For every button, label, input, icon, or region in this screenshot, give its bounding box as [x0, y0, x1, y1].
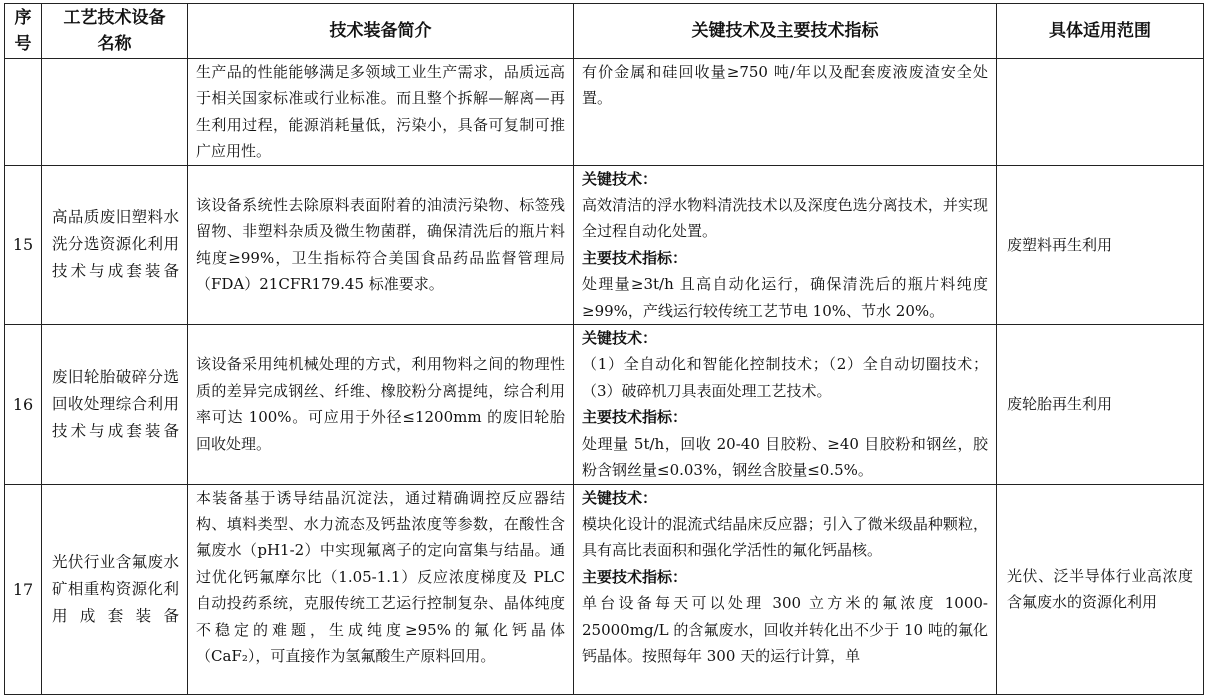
- row-key: [574, 325, 997, 484]
- table-row: [5, 484, 1204, 694]
- row-key: [574, 165, 997, 324]
- row-intro: 该设备采用纯机械处理的方式，利用物料之间的物理性质的差异完成钢丝、纤维、橡胶粉分离提纯，综合利用率可达 100%。可应用于外径≤1200mm 的废旧轮胎回收处理。: [188, 325, 574, 484]
- table-row: [5, 325, 1204, 484]
- key-tech-text: 模块化设计的混流式结晶床反应器；引入了微米级晶种颗粒，具有高比表面积和强化学活性的氟化钙晶核。: [582, 514, 988, 560]
- row-key-text: 有价金属和硅回收量≥750 吨/年以及配套废液废渣安全处置。: [582, 63, 988, 108]
- main-index-label: 主要技术指标：: [582, 567, 688, 586]
- row-intro: [188, 484, 574, 694]
- key-tech-label: 关键技术：: [582, 488, 658, 507]
- equipment-table: [4, 3, 1204, 695]
- row-seq: 16: [5, 325, 42, 484]
- header-seq: 序号: [5, 4, 42, 59]
- row-intro: 生产品的性能能够满足多领域工业生产需求，品质远高于相关国家标准或行业标准。而且整个拆解—解离—再生利用过程，能源消耗量低，污染小，具备可复制可推广应用性。: [188, 59, 574, 166]
- key-tech-text: （1）全自动化和智能化控制技术；（2）全自动切圈技术；（3）破碎机刀具表面处理工艺技术。: [582, 355, 988, 400]
- row-scope: 光伏、泛半导体行业高浓度含氟废水的资源化利用: [997, 484, 1204, 694]
- row-name: 高品质废旧塑料水洗分选资源化利用技术与成套装备: [42, 165, 188, 324]
- row-seq: 17: [5, 484, 42, 694]
- key-tech-label: 关键技术：: [582, 329, 658, 348]
- key-tech-label: 关键技术：: [582, 169, 658, 188]
- main-index-text: 处理量≥3t/h 且高自动化运行，确保清洗后的瓶片料纯度≥99%，产线运行较传统工艺节电 10%、节水 20%。: [582, 275, 988, 320]
- header-intro: 技术装备简介: [188, 4, 574, 59]
- header-scope: 具体适用范围: [997, 4, 1204, 59]
- main-index-label: 主要技术指标：: [582, 408, 688, 427]
- row-key: [574, 484, 997, 694]
- row-scope: [997, 59, 1204, 166]
- header-key: 关键技术及主要技术指标: [574, 4, 997, 59]
- main-index-label: 主要技术指标：: [582, 248, 688, 267]
- main-index-text: 单台设备每天可以处理 300 立方米的氟浓度 1000-25000mg/L 的含氟废水，回收并转化出不少于 10 吨的氟化钙晶体。按照每年 300 天的运行计算，单: [582, 594, 988, 665]
- row-scope: 废轮胎再生利用: [997, 325, 1204, 484]
- row-name: [42, 59, 188, 166]
- row-name: 光伏行业含氟废水矿相重构资源化利用成套装备: [42, 484, 188, 694]
- row-seq: 15: [5, 165, 42, 324]
- main-index-text: 处理量 5t/h，回收 20-40 目胶粉、≥40 目胶粉和钢丝，胶粉含钢丝量≤0.03%，钢丝含胶量≤0.5%。: [582, 434, 988, 480]
- header-name: 工艺技术设备名称: [42, 4, 188, 59]
- row-scope: 废塑料再生利用: [997, 165, 1204, 324]
- row-intro-text: 本装备基于诱导结晶沉淀法，通过精确调控反应器结构、填料类型、水力流态及钙盐浓度等参数，在酸性含氟废水（pH1-2）中实现氟离子的定向富集与结晶。通过优化钙氟摩尔比（1.05-1.1）反应浓度梯度及 PLC 自动投药系统，克服传统工艺运行控制复杂、晶体纯度不稳定的难题，生成纯度≥95%的氟化钙晶体（CaF₂），可直接作为氢氟酸生产原料回用。: [196, 488, 565, 665]
- row-name: 废旧轮胎破碎分选回收处理综合利用技术与成套装备: [42, 325, 188, 484]
- row-seq: [5, 59, 42, 166]
- row-intro: 该设备系统性去除原料表面附着的油渍污染物、标签残留物、非塑料杂质及微生物菌群，确保清洗后的瓶片料纯度≥99%，卫生指标符合美国食品药品监督管理局（FDA）21CFR179.45 标准要求。: [188, 165, 574, 324]
- key-tech-text: 高效清洁的浮水物料清洗技术以及深度色选分离技术，并实现全过程自动化处置。: [582, 196, 988, 241]
- row-key: [574, 59, 997, 166]
- header-row: [5, 4, 1204, 59]
- table-row: [5, 59, 1204, 166]
- table-row: [5, 165, 1204, 324]
